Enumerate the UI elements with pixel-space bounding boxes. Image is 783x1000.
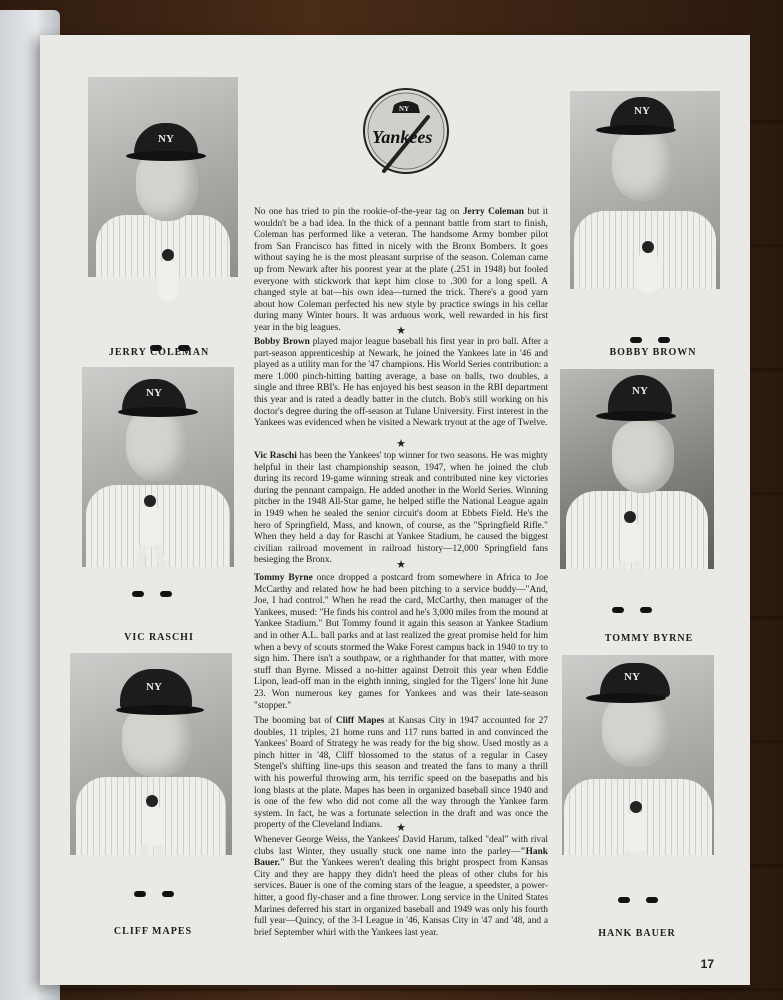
player-name-mapes: CLIFF MAPES	[113, 926, 193, 937]
paragraph-raschi: Vic Raschi has been the Yankees' top winner for two seasons. He was mighty helpful in their last championship season, 1947, when he joined the club during its record 19-game winning streak and contributed nine key victories during the pennant campaign. He added another in the World Series. Winning pitcher in the 1948 All-Star game, he helped stifle the National League again in 1949 when he sealed the senior circuit's doom at Ebbets Field. He's the hero of Springfield, Mass, and known, of course, as the "Springfield Rifle." When they held a day for Raschi at Yankee Stadium, he caused the biggest civilian railroad movement in railroad history—12,000 Springfield fans besieging the Bronx.	[254, 451, 548, 566]
paragraph-mapes: The booming bat of Cliff Mapes at Kansas City in 1947 accounted for 27 doubles, 11 triples, 21 home runs and 117 runs batted in and convinced the Yankees' Board of Strategy he was ready for the big show. Used mostly as a pinch hitter in '48, Cliff blossomed to the status of a regular in Casey Stengel's shifting line-ups this season and treated the fans to many a thrill with his powerful throwing arm, his terrific speed on the basepaths and his long blasts at the plate. Mapes has been in organized baseball since 1940 and is one of the few who did not come all the way through the Yankee farm system. In fact, he was a fortunate selection in the draft and was once the property of the Cleveland Indians.	[254, 716, 548, 831]
player-photo-coleman: NY	[88, 77, 238, 277]
player-photo-mapes: NY	[70, 653, 232, 855]
player-name-bauer: HANK BAUER	[598, 928, 676, 939]
svg-text:Yankees: Yankees	[372, 127, 433, 147]
player-name-byrne: TOMMY BYRNE	[604, 633, 694, 644]
pitching-figure	[610, 511, 650, 621]
pitching-figure	[130, 495, 170, 605]
player-name-coleman: JERRY COLEMAN	[108, 347, 210, 358]
star-separator: ★	[396, 822, 406, 834]
paragraph-coleman: No one has tried to pin the rookie-of-the-year tag on Jerry Coleman but it wouldn't be a bad idea. In the thick of a pennant battle from start to finish, Coleman has performed like a veteran. The handsome Army bomber pilot from San Francisco has fitted in nicely with the Bronx Bombers. It goes without saying he is the most pleasant surprise of the season. Coleman came up from Newark after his poorest year at the plate (.251 in 1948) but fooled everyone with stickwork that kept him close to .300 for a long spell. A changed style at bat—his own idea—turned the trick. There's a good yarn about how Coleman perfected his new style by practice swings in his cellar during many Winter hours. It was arduous work, well rewarded in his first year in the big leagues.	[254, 207, 548, 333]
paragraph-brown: Bobby Brown played major league baseball his first year in pro ball. After a part-season apprenticeship at Newark, he joined the Yankees late in '46 and played as a utility man for the '47 champions. His World Series contribution: a mere 1.000 pinch-hitting batting average, a base on balls, two doubles, a single and three RBI's. He has enjoyed his best season in the RBI department this year and is rated a deadly batter in the clutch. Bob's still working on his doctor's degree during the off-season at Tulane University. First interest in the Yankees was evidenced when he visited a Newark tryout at the age of Twelve.	[254, 337, 548, 429]
star-separator: ★	[396, 438, 406, 450]
batting-figure	[148, 249, 188, 359]
page-number: 17	[700, 957, 714, 971]
player-photo-raschi: NY	[82, 367, 234, 567]
player-name-raschi: VIC RASCHI	[124, 632, 194, 643]
batting-figure	[132, 795, 172, 905]
player-photo-byrne: NY	[560, 369, 714, 569]
yankees-logo	[362, 87, 450, 175]
svg-text:NY: NY	[399, 105, 410, 113]
paragraph-byrne: Tommy Byrne once dropped a postcard from somewhere in Africa to Joe McCarthy and related how he had been pitching to a service buddy—"And, Joe, I had control." When he read the card, McCarthy, then manager of the Yankees, mused: "He finds his control and he's 3,000 miles from the mound at Yankee Stadium." But Tommy found it again this season at Yankee Stadium and in other A.L. ball parks and at last realized the great promise held for him when a bevy of scouts stormed the Wake Forest campus back in 1940 to try to sign him. There isn't a southpaw, or a righthander for that matter, with more stuff than Byrne. Missed a no-hitter against Detroit this year when Eddie Lipon, lead-off man in the eighth inning, singled for the Tigers' lone hit June 23. Won numerous key games for Yankees and was their late-season "stopper."	[254, 573, 548, 711]
player-photo-brown: NY	[570, 91, 720, 289]
star-separator: ★	[396, 559, 406, 571]
player-photo-bauer: NY	[562, 655, 714, 855]
program-page	[40, 35, 750, 985]
batting-figure	[616, 801, 656, 911]
star-separator: ★	[396, 325, 406, 337]
player-name-brown: BOBBY BROWN	[609, 347, 697, 358]
paragraph-bauer: Whenever George Weiss, the Yankees' David Harum, talked "deal" with rival clubs last Winter, they usually stuck one name into the parley—"Hank Bauer." But the Yankees weren't dealing this bright prospect from Kansas City and they are happy they didn't heed the pleas of other clubs for his services. Bauer is one of the coming stars of the league, a speedster, a power-hitter, a good fly-chaser and a fine thrower. Long service in the United States Marines deferred his start in organized baseball and 1949 was only his fourth full year—Quincy, of the 3-I League in '46, Kansas City in '47 and '48, and a brief September whirl with the Yankees last year.	[254, 835, 548, 938]
batting-figure	[628, 241, 668, 351]
